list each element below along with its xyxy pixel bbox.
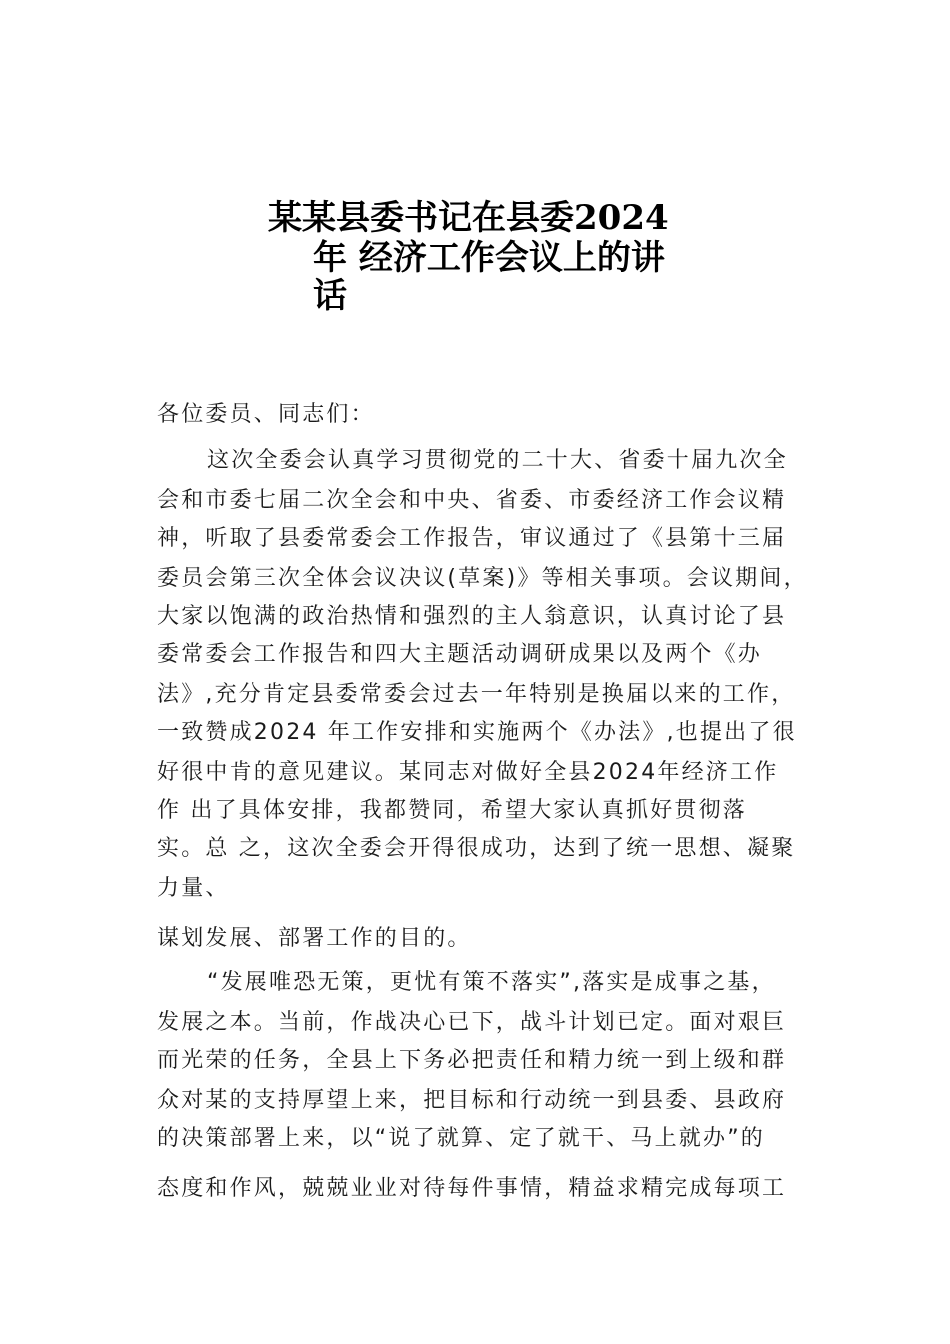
- body-line: 这次全委会认真学习贯彻党的二十大、省委十届九次全: [207, 448, 788, 473]
- title-line-3: 话: [313, 276, 347, 316]
- title-line-1: 某某县委书记在县委2024: [268, 198, 669, 238]
- body-line: 众对某的支持厚望上来，把目标和行动统一到县委、县政府: [157, 1088, 787, 1113]
- body-line: 力量、: [157, 876, 230, 901]
- body-line: 委常委会工作报告和四大主题活动调研成果以及两个《办: [157, 642, 763, 667]
- body-line: 委员会第三次全体会议决议(草案)》等相关事项。会议期间，: [157, 566, 808, 591]
- body-line: 一致赞成2024 年工作安排和实施两个《办法》,也提出了很: [157, 720, 797, 745]
- body-line: 大家以饱满的政治热情和强烈的主人翁意识，认真讨论了县: [157, 604, 787, 629]
- body-line: 法》,充分肯定县委常委会过去一年特别是换届以来的工作，: [157, 682, 796, 707]
- body-line: 会和市委七届二次全会和中央、省委、市委经济工作会议精: [157, 488, 787, 513]
- body-line: 好很中肯的意见建议。某同志对做好全县2024年经济工作: [157, 760, 779, 785]
- body-line: “发展唯恐无策，更忧有策不落实”,落实是成事之基，: [207, 970, 776, 995]
- salutation: 各位委员、同志们：: [157, 402, 375, 427]
- body-line: 实。总 之，这次全委会开得很成功，达到了统一思想、凝聚: [157, 836, 796, 861]
- body-line: 神，听取了县委常委会工作报告，审议通过了《县第十三届: [157, 526, 787, 551]
- body-line: 态度和作风，兢兢业业对待每件事情，精益求精完成每项工: [157, 1176, 787, 1201]
- body-line: 作 出了具体安排，我都赞同，希望大家认真抓好贯彻落: [157, 798, 747, 823]
- body-line: 而光荣的任务，全县上下务必把责任和精力统一到上级和群: [157, 1048, 787, 1073]
- body-line: 谋划发展、部署工作的目的。: [157, 926, 472, 951]
- title-line-2: 年 经济工作会议上的讲: [313, 238, 665, 278]
- body-line: 发展之本。当前，作战决心已下，战斗计划已定。面对艰巨: [157, 1010, 787, 1035]
- body-line: 的决策部署上来，以“说了就算、定了就干、马上就办”的: [157, 1126, 765, 1151]
